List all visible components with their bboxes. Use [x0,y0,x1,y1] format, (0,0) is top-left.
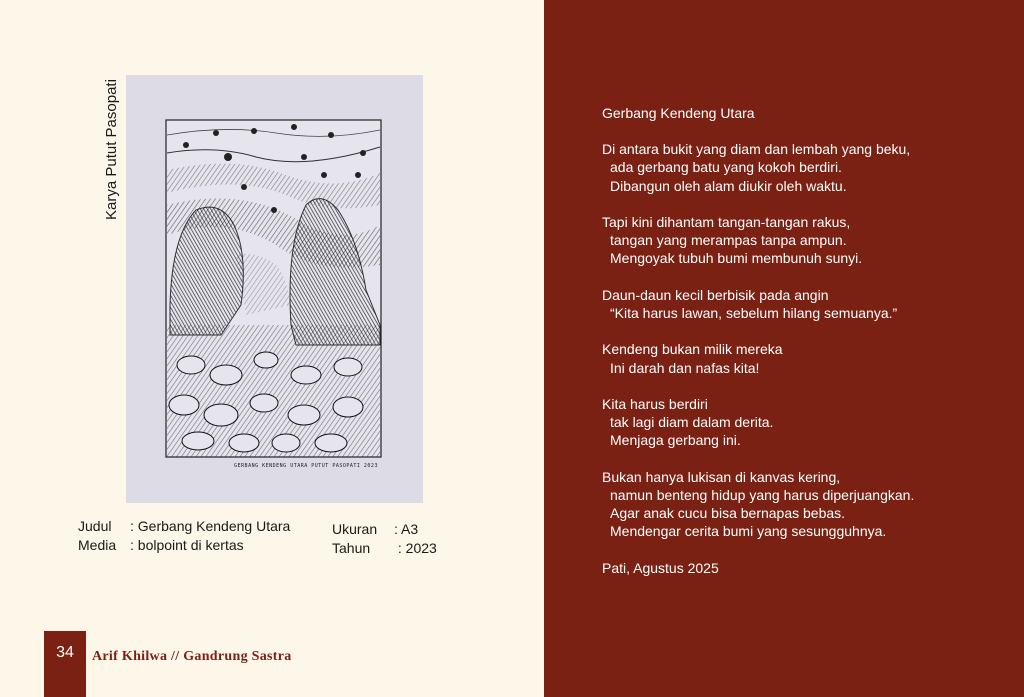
poem-signoff: Pati, Agustus 2025 [602,559,719,576]
poem-stanza [602,140,1002,195]
poem-line: Di antara bukit yang diam dan lembah yang beku, [602,141,911,158]
meta-value: : Gerbang Kendeng Utara [130,518,291,534]
poem-stanza [602,286,1002,322]
running-footer: Arif Khilwa // Gandrung Sastra [92,649,292,664]
poem-line: tak lagi diam dalam derita. [610,414,774,431]
poem-line: ada gerbang batu yang kokoh berdiri. [610,159,842,176]
poem-stanza [602,340,1002,376]
poem-line: “Kita harus lawan, sebelum hilang semuanya.” [610,305,898,321]
meta-value: : 2023 [394,540,437,556]
page-number: 34 [56,644,74,661]
poem-line: Dibangun oleh alam diukir oleh waktu. [610,177,847,194]
meta-label: Media [78,537,117,553]
poem-stanza [602,468,1002,541]
meta-title-row [78,517,290,536]
artist-credit: Karya Putut Pasopati [103,79,120,220]
poem-line: Mendengar cerita bumi yang sesungguhnya. [610,523,887,540]
poem-line: namun benteng hidup yang harus diperjuangkan. [610,486,915,503]
poem-line: Bukan hanya lukisan di kanvas kering, [602,468,841,485]
poem-line: Kita harus berdiri [602,395,708,412]
poem-title: Gerbang Kendeng Utara [602,105,755,121]
artwork-signature: GERBANG KENDENG UTARA PUTUT PASOPATI 2023 [234,463,378,469]
poem-stanzas [602,140,1002,540]
artwork-meta-right [332,520,437,558]
poem-stanza [602,213,1002,268]
meta-media-row [78,536,290,555]
artwork-meta-left [78,517,290,555]
meta-label: Ukuran [332,521,378,537]
meta-value: : bolpoint di kertas [130,537,244,553]
meta-size-row [332,520,437,539]
poem-line: Daun-daun kecil berbisik pada angin [602,286,829,303]
poem-stanza [602,395,1002,450]
artwork-image [126,75,423,503]
poem-line: tangan yang merampas tanpa ampun. [610,232,847,249]
poem-line: Tapi kini dihantam tangan-tangan rakus, [602,214,851,230]
meta-label: Tahun [332,540,371,556]
meta-value: : A3 [394,521,419,537]
meta-label: Judul [78,518,112,534]
poem-line: Menjaga gerbang ini. [610,432,741,449]
poem [602,104,1002,577]
pen-drawing-illustration [126,75,423,503]
poem-line: Agar anak cucu bisa bernapas bebas. [610,505,846,522]
poem-line: Mengoyak tubuh bumi membunuh sunyi. [610,250,863,267]
page-number-tab [44,631,86,697]
poem-line: Kendeng bukan milik mereka [602,341,783,358]
meta-year-row [332,539,437,558]
poem-line: Ini darah dan nafas kita! [610,359,760,376]
